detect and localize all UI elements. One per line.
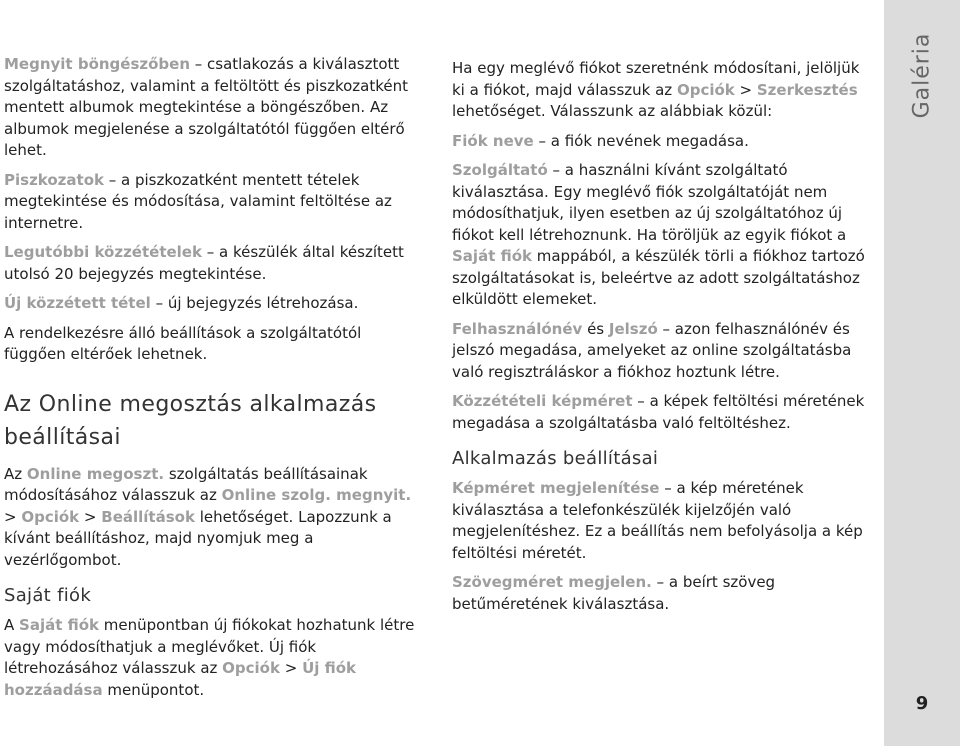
keyword-my-accounts: Saját fiók bbox=[19, 616, 100, 634]
paragraph-open-in-browser bbox=[4, 54, 424, 162]
text: lehetőséget. Lapozzunk a kívánt beállításhoz, majd nyomjuk meg a vezérlőgombot. bbox=[4, 507, 392, 569]
option-open-in-browser: Megnyit böngészőben bbox=[4, 55, 191, 73]
option-new-post: Új közzétett tétel bbox=[4, 294, 151, 312]
option-drafts: Piszkozatok bbox=[4, 170, 104, 189]
option-display-image-size: Képméret megjelenítése bbox=[452, 479, 660, 497]
left-column bbox=[4, 54, 424, 709]
option-password: Jelszó bbox=[608, 319, 658, 338]
chapter-title: Galéria bbox=[909, 32, 935, 118]
heading-my-accounts: Saját fiók bbox=[4, 585, 92, 606]
text: lehetőséget. Válasszunk az alábbiak közül: bbox=[452, 102, 773, 120]
paragraph-display-image-size bbox=[452, 478, 872, 564]
option-username: Felhasználónév bbox=[452, 319, 583, 338]
text: és bbox=[582, 319, 609, 338]
description: – a piszkozatként mentett tételek megtekintése és módosítása, valamint feltöltése az internetre. bbox=[4, 170, 392, 232]
heading-application-settings: Alkalmazás beállításai bbox=[452, 448, 659, 469]
description: – új bejegyzés létrehozása. bbox=[150, 294, 359, 312]
keyword-my-accounts: Saját fiók bbox=[452, 247, 532, 265]
description: – csatlakozás a kiválasztott szolgáltatáshoz, valamint a feltöltött és piszkozatként mentett albumok megtekintése a böngészőben. Az albumok megjelenése a szolgáltatótól függően eltérő lehet. bbox=[4, 55, 409, 159]
text: > bbox=[79, 507, 102, 526]
option-recent-posts: Legutóbbi közzétételek bbox=[4, 243, 202, 261]
option-upload-image-size: Közzétételi képméret bbox=[452, 392, 633, 410]
option-service-provider: Szolgáltató bbox=[452, 161, 548, 179]
paragraph-my-accounts bbox=[4, 615, 424, 701]
paragraph-service-provider bbox=[452, 160, 872, 311]
text: – a használni kívánt szolgáltató kiválasztása. Egy meglévő fiók szolgáltatóját nem módosíthatjuk, ilyen esetben az új szolgáltatóhoz új fiókot kell létrehoznunk. Ha töröljük az egyik fiókot a bbox=[452, 161, 847, 244]
text: > bbox=[279, 659, 303, 677]
keyword-edit: Szerkesztés bbox=[756, 80, 858, 99]
text: szolgáltatás beállításainak módosításához válasszuk az bbox=[4, 464, 368, 504]
paragraph-upload-image-size bbox=[452, 391, 872, 434]
paragraph-new-post bbox=[4, 293, 424, 315]
option-account-name: Fiók neve bbox=[452, 131, 534, 150]
heading-online-share-settings: Az Online megosztás alkalmazás beállításai bbox=[4, 391, 377, 450]
text: – azon felhasználónév és jelszó megadása, amelyeket az online szolgáltatásba való regisztráláskor a fiókhoz hoztunk létre. bbox=[452, 319, 852, 381]
paragraph-credentials bbox=[452, 319, 872, 384]
keyword-online-share: Online megoszt. bbox=[26, 464, 165, 483]
keyword-options: Opciók bbox=[676, 80, 735, 99]
keyword-options: Opciók bbox=[21, 507, 80, 526]
text: > bbox=[4, 507, 22, 526]
right-column bbox=[452, 58, 872, 623]
keyword-add-new-account: Új fiók hozzáadása bbox=[4, 659, 357, 699]
keyword-open-online-service: Online szolg. megnyit. bbox=[221, 486, 412, 504]
description: – a készülék által készített utolsó 20 bejegyzés megtekintése. bbox=[4, 243, 404, 283]
description: – a képek feltöltési méretének megadása a szolgáltatásba való feltöltéshez. bbox=[452, 392, 865, 432]
option-display-font-size: Szövegméret megjelen. bbox=[452, 573, 652, 591]
paragraph-note: A rendelkezésre álló beállítások a szolgáltatótól függően eltérőek lehetnek. bbox=[4, 323, 362, 363]
text: > bbox=[734, 80, 757, 99]
description: – a beírt szöveg betűméretének kiválasztása. bbox=[452, 573, 776, 613]
description: – a fiók nevének megadása. bbox=[533, 131, 749, 150]
paragraph-display-font-size bbox=[452, 572, 872, 615]
description: – a kép méretének kiválasztása a telefonkészülék kijelzőjén való megjelenítéshez. Ez a beállítás nem befolyásolja a kép feltöltési méretét. bbox=[452, 479, 863, 562]
keyword-settings: Beállítások bbox=[101, 507, 195, 526]
text: menüpontban új fiókokat hozhatunk létre vagy módosíthatjuk a meglévőket. Új fiók létrehozásához válasszuk az bbox=[4, 616, 415, 677]
keyword-options: Opciók bbox=[222, 659, 280, 677]
paragraph-drafts bbox=[4, 170, 424, 235]
text: Az bbox=[4, 464, 27, 483]
paragraph-recent-posts bbox=[4, 242, 424, 285]
text: menüpontot. bbox=[102, 680, 205, 699]
paragraph-settings-instructions bbox=[4, 464, 424, 572]
paragraph-account-name bbox=[452, 131, 872, 153]
text: Ha egy meglévő fiókot szeretnénk módosítani, jelöljük ki a fiókot, majd válasszuk az bbox=[452, 59, 860, 99]
chapter-sidebar bbox=[884, 0, 960, 746]
paragraph-edit-account bbox=[452, 58, 872, 123]
text: A bbox=[4, 616, 20, 634]
page-number: 9 bbox=[915, 693, 929, 714]
text: mappából, a készülék törli a fiókhoz tartozó szolgáltatásokat is, beleértve az adott szolgáltatáshoz elküldött elemeket. bbox=[452, 247, 865, 308]
chapter-tab bbox=[884, 0, 960, 150]
